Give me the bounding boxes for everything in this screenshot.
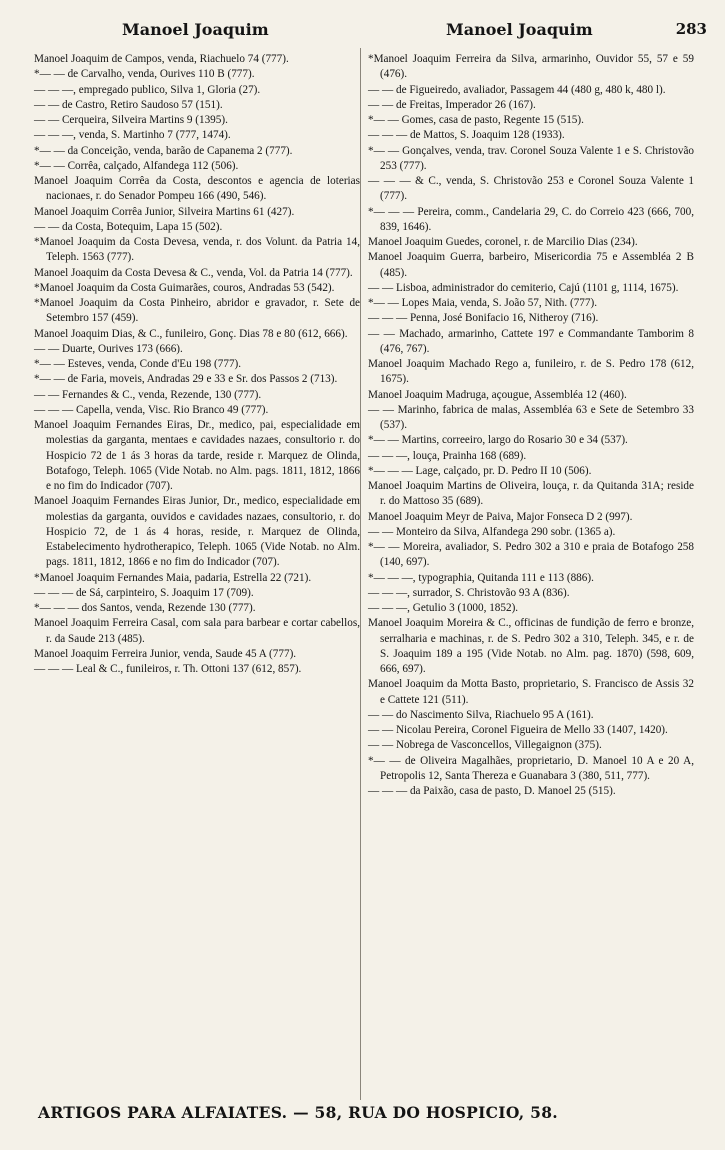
directory-entry: — — da Costa, Botequim, Lapa 15 (502). bbox=[34, 220, 223, 233]
directory-entry: — — — Capella, venda, Visc. Rio Branco 49 (777). bbox=[34, 403, 269, 416]
directory-entry: — — Fernandes & C., venda, Rezende, 130 (777). bbox=[34, 388, 262, 401]
directory-entry: — — —, louça, Prainha 168 (689). bbox=[368, 449, 527, 462]
directory-entry: *Manoel Joaquim da Costa Devesa, venda, r. dos Volunt. da Patria 14, Teleph. 1563 (777). bbox=[34, 236, 360, 264]
directory-entry: Manoel Joaquim Martins de Oliveira, louça, r. da Quitanda 31A; reside r. do Mattoso 35 (689). bbox=[368, 480, 694, 508]
directory-entry: Manoel Joaquim Fernandes Eiras, Dr., medico, pai, especialidade em molestias da garganta, mentaes e cavidades nazaes, consultorio r. do Hospicio 72 de 1 ás 3 horas da tarde, reside r. Marquez de Olinda, Botafogo, Teleph. 1065 (Vide Notab. no Alm. pags. 1811, 1812, 1866 e no fim do Indicador (707). bbox=[34, 419, 360, 492]
directory-entry: *— — Martins, correeiro, largo do Rosario 30 e 34 (537). bbox=[368, 434, 628, 447]
footer-advertisement: ARTIGOS PARA ALFAIATES. — 58, RUA DO HOSPICIO, 58. bbox=[38, 1103, 558, 1122]
left-column bbox=[34, 52, 360, 677]
directory-entry: *— — da Conceição, venda, barão de Capanema 2 (777). bbox=[34, 144, 293, 157]
directory-entry: *— — Gomes, casa de pasto, Regente 15 (515). bbox=[368, 114, 584, 126]
directory-entry: *— — —, typographia, Quitanda 111 e 113 (886). bbox=[368, 571, 594, 584]
directory-entry: — — — da Paixão, casa de pasto, D. Manoel 25 (515). bbox=[368, 785, 616, 797]
directory-entry: Manoel Joaquim Guerra, barbeiro, Misericordia 75 e Assembléa 2 B (485). bbox=[368, 251, 694, 279]
directory-entry: Manoel Joaquim da Costa Devesa & C., venda, Vol. da Patria 14 (777). bbox=[34, 266, 353, 279]
directory-entry: — — — & C., venda, S. Christovão 253 e Coronel Souza Valente 1 (777). bbox=[368, 175, 694, 203]
directory-entry: — — —, venda, S. Martinho 7 (777, 1474). bbox=[34, 129, 231, 142]
directory-entry: — — — Penna, José Bonifacio 16, Nitheroy (716). bbox=[368, 312, 599, 325]
directory-entry: Manoel Joaquim Guedes, coronel, r. de Marcilio Dias (234). bbox=[368, 236, 638, 248]
directory-entry: — — —, Getulio 3 (1000, 1852). bbox=[368, 602, 519, 614]
directory-entry: — — — de Sá, carpinteiro, S. Joaquim 17 (709). bbox=[34, 586, 254, 599]
directory-entry: — — do Nascimento Silva, Riachuelo 95 A (161). bbox=[368, 708, 594, 721]
directory-entry: Manoel Joaquim Ferreira Junior, venda, Saude 45 A (777). bbox=[34, 647, 297, 660]
column-divider bbox=[360, 48, 361, 1100]
page-number: 283 bbox=[675, 20, 707, 38]
directory-entry: — — —, surrador, S. Christovão 93 A (836). bbox=[368, 586, 570, 599]
directory-entry: — — Cerqueira, Silveira Martins 9 (1395). bbox=[34, 114, 228, 126]
directory-entry: — — de Freitas, Imperador 26 (167). bbox=[368, 98, 536, 111]
directory-entry: — — de Figueiredo, avaliador, Passagem 44 (480 g, 480 k, 480 l). bbox=[368, 83, 666, 96]
directory-entry: — — Lisboa, administrador do cemiterio, Cajú (1101 g, 1114, 1675). bbox=[368, 281, 679, 294]
directory-entry: — — Nobrega de Vasconcellos, Villegaignon (375). bbox=[368, 739, 602, 752]
directory-entry: Manoel Joaquim de Campos, venda, Riachuelo 74 (777). bbox=[34, 53, 289, 65]
directory-entry: *— — — Lage, calçado, pr. D. Pedro II 10 (506). bbox=[368, 464, 592, 477]
directory-entry: Manoel Joaquim Machado Rego a, funileiro, r. de S. Pedro 178 (612, 1675). bbox=[368, 358, 694, 386]
directory-entry: *Manoel Joaquim da Costa Pinheiro, abridor e gravador, r. Sete de Setembro 157 (459). bbox=[34, 297, 360, 325]
directory-entry: Manoel Joaquim Corrêa Junior, Silveira Martins 61 (427). bbox=[34, 205, 295, 218]
right-column bbox=[368, 52, 694, 799]
directory-entry: *— — Lopes Maia, venda, S. João 57, Nith. (777). bbox=[368, 297, 597, 309]
directory-entry: *— — Gonçalves, venda, trav. Coronel Souza Valente 1 e S. Christovão 253 (777). bbox=[368, 144, 694, 172]
directory-entry: — — Duarte, Ourives 173 (666). bbox=[34, 342, 183, 355]
directory-entry: *— — de Oliveira Magalhães, proprietario, D. Manoel 10 A e 20 A, Petropolis 12, Santa Thereza e Guanabara 3 (380, 511, 777). bbox=[368, 754, 694, 782]
directory-entry: *Manoel Joaquim Ferreira da Silva, armarinho, Ouvidor 55, 57 e 59 (476). bbox=[368, 53, 694, 81]
directory-entry: Manoel Joaquim Meyr de Paiva, Major Fonseca D 2 (997). bbox=[368, 510, 633, 523]
directory-entry: — — Machado, armarinho, Cattete 197 e Commandante Tamborim 8 (476, 767). bbox=[368, 327, 694, 355]
page-header bbox=[30, 20, 707, 44]
directory-entry: Manoel Joaquim Ferreira Casal, com sala para barbear e cortar cabellos, r. da Saude 213 (485). bbox=[34, 617, 360, 645]
directory-entry: *— — Esteves, venda, Conde d'Eu 198 (777). bbox=[34, 358, 242, 370]
directory-entry: — — Nicolau Pereira, Coronel Figueira de Mello 33 (1407, 1420). bbox=[368, 724, 668, 736]
directory-entry: Manoel Joaquim Dias, & C., funileiro, Gonç. Dias 78 e 80 (612, 666). bbox=[34, 327, 348, 340]
directory-entry: *— — — Pereira, comm., Candelaria 29, C. do Correio 423 (666, 700, 839, 1646). bbox=[368, 205, 694, 233]
directory-entry: — — de Castro, Retiro Saudoso 57 (151). bbox=[34, 98, 223, 111]
directory-entry: *— — — dos Santos, venda, Rezende 130 (777). bbox=[34, 602, 256, 614]
directory-entry: Manoel Joaquim Corrêa da Costa, descontos e agencia de loterias nacionaes, r. do Senador Pompeu 166 (490, 546). bbox=[34, 175, 360, 203]
directory-entry: — — — de Mattos, S. Joaquim 128 (1933). bbox=[368, 129, 565, 142]
directory-entry: *— — de Faria, moveis, Andradas 29 e 33 e Sr. dos Passos 2 (713). bbox=[34, 373, 338, 386]
left-running-title: Manoel Joaquim bbox=[122, 20, 269, 39]
directory-entry: — — Marinho, fabrica de malas, Assembléa 63 e Sete de Setembro 33 (537). bbox=[368, 403, 694, 431]
directory-entry: *— — de Carvalho, venda, Ourives 110 B (777). bbox=[34, 68, 255, 81]
directory-entry: — — Monteiro da Silva, Alfandega 290 sobr. (1365 a). bbox=[368, 525, 616, 538]
directory-entry: Manoel Joaquim da Motta Basto, proprietario, S. Francisco de Assis 32 e Cattete 121 (511). bbox=[368, 678, 694, 706]
right-running-title: Manoel Joaquim bbox=[446, 20, 593, 39]
directory-entry: *Manoel Joaquim da Costa Guimarães, couros, Andradas 53 (542). bbox=[34, 281, 335, 294]
directory-entry: — — —, empregado publico, Silva 1, Gloria (27). bbox=[34, 83, 261, 96]
directory-entry: *— — Moreira, avaliador, S. Pedro 302 a 310 e praia de Botafogo 258 (140, 697). bbox=[368, 541, 694, 569]
directory-entry: Manoel Joaquim Madruga, açougue, Assembléa 12 (460). bbox=[368, 388, 627, 401]
directory-entry: *— — Corrêa, calçado, Alfandega 112 (506). bbox=[34, 159, 239, 172]
directory-entry: Manoel Joaquim Fernandes Eiras Junior, Dr., medico, especialidade em molestias da garganta, ouvidos e cavidades nazaes, consultorio, r. do Hospicio 72, de 1 ás 4 horas, reside, r. Marquez de Olinda, Estabelecimento hydrotherapico, Teleph. 1065 (Vide Notab. no Alm. pags. 1811, 1812, 1866 e no fim do Indicador (707). bbox=[34, 495, 360, 569]
directory-entry: Manoel Joaquim Moreira & C., officinas de fundição de ferro e bronze, serralharia e machinas, r. de S. Pedro 302 a 310, Teleph. 345, e r. de S. Joaquim 189 a 195 (Vide Notab. no Alm. pag. 1870) (598, 609, 666, 697). bbox=[368, 617, 694, 675]
directory-entry: *Manoel Joaquim Fernandes Maia, padaria, Estrella 22 (721). bbox=[34, 571, 312, 584]
directory-entry: — — — Leal & C., funileiros, r. Th. Ottoni 137 (612, 857). bbox=[34, 663, 302, 675]
